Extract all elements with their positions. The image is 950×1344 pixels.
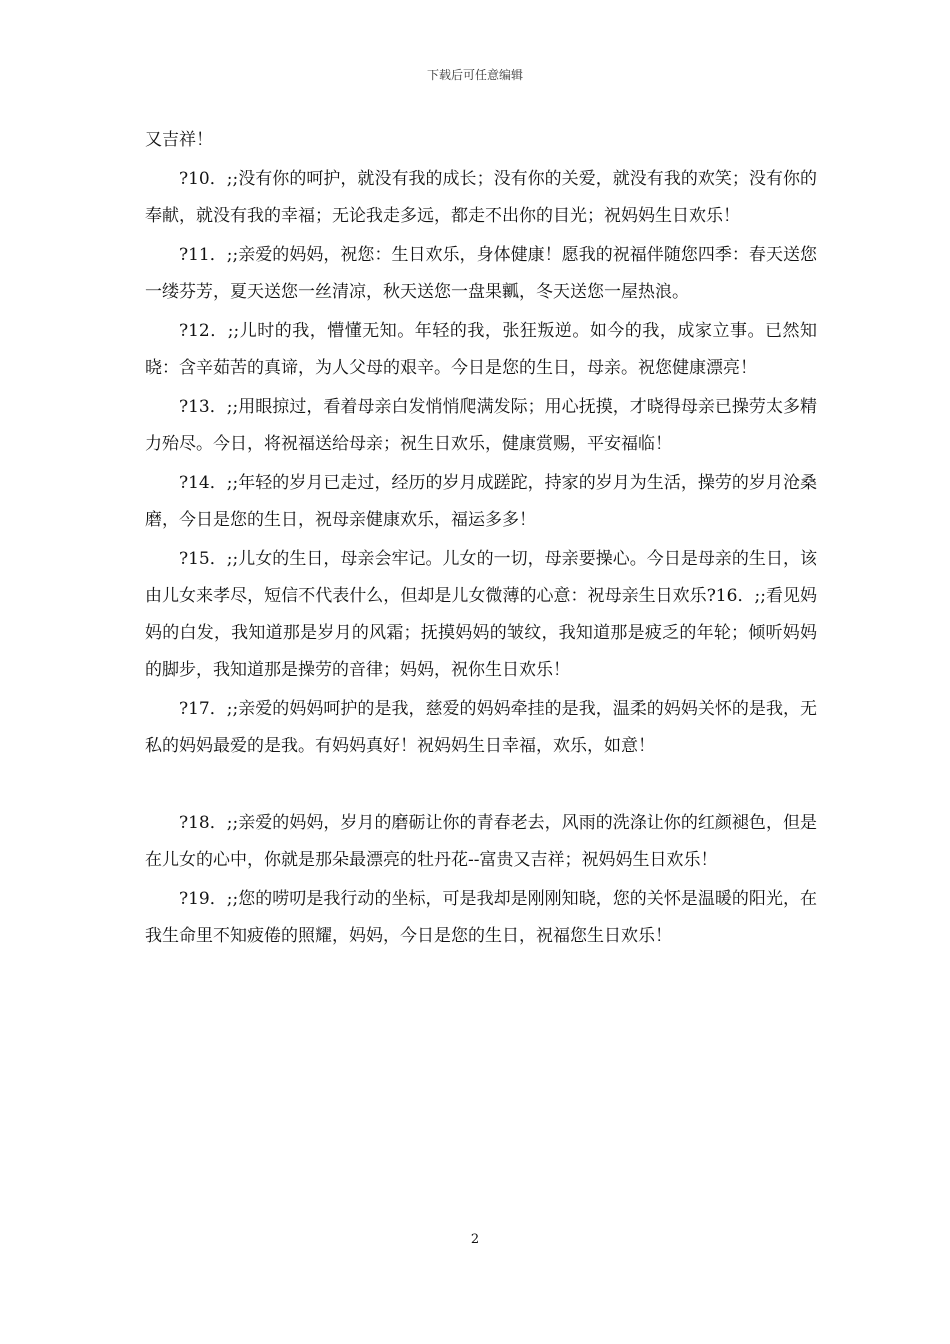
- paragraph: ?15．;;儿女的生日，母亲会牢记。儿女的一切，母亲要操心。今日是母亲的生日，该由儿女来孝尽，短信不代表什么，但却是儿女微薄的心意：祝母亲生日欢乐?16．;;看见妈妈的白发，我知道那是岁月的风霜；抚摸妈妈的皱纹，我知道那是疲乏的年轮；倾听妈妈的脚步，我知道那是操劳的音律；妈妈，祝你生日欢乐！: [145, 549, 817, 680]
- paragraph: ?10．;;没有你的呵护，就没有我的成长；没有你的关爱，就没有我的欢笑；没有你的奉献，就没有我的幸福；无论我走多远，都走不出你的目光；祝妈妈生日欢乐！: [145, 169, 817, 226]
- paragraph: ?19．;;您的唠叨是我行动的坐标，可是我却是刚刚知晓，您的关怀是温暖的阳光，在我生命里不知疲倦的照耀，妈妈，今日是您的生日，祝福您生日欢乐！: [145, 889, 817, 946]
- page-number: 2: [470, 1232, 480, 1247]
- paragraph: ?18．;;亲爱的妈妈，岁月的磨砺让你的青春老去，风雨的洗涤让你的红颜褪色，但是在儿女的心中，你就是那朵最漂亮的牡丹花--富贵又吉祥；祝妈妈生日欢乐！: [145, 813, 817, 870]
- paragraph: ?12．;;儿时的我，懵懂无知。年轻的我，张狂叛逆。如今的我，成家立事。已然知晓：含辛茹苦的真谛，为人父母的艰辛。今日是您的生日，母亲。祝您健康漂亮！: [145, 321, 817, 378]
- paragraph: ?14．;;年轻的岁月已走过，经历的岁月成蹉跎，持家的岁月为生活，操劳的岁月沧桑磨，今日是您的生日，祝母亲健康欢乐，福运多多！: [145, 473, 817, 530]
- paragraph: ?17．;;亲爱的妈妈呵护的是我，慈爱的妈妈牵挂的是我，温柔的妈妈关怀的是我，无私的妈妈最爱的是我。有妈妈真好！祝妈妈生日幸福，欢乐，如意！: [145, 699, 817, 756]
- page-header: 下载后可任意编辑: [426, 68, 523, 82]
- document-body: [145, 122, 817, 957]
- paragraph: ?13．;;用眼掠过，看着母亲白发悄悄爬满发际；用心抚摸，才晓得母亲已操劳太多精力殆尽。今日，将祝福送给母亲；祝生日欢乐，健康赏赐，平安福临！: [145, 397, 817, 454]
- paragraph: ?11．;;亲爱的妈妈，祝您：生日欢乐，身体健康！愿我的祝福伴随您四季：春天送您一缕芬芳，夏天送您一丝清凉，秋天送您一盘果瓤，冬天送您一屋热浪。: [145, 245, 817, 302]
- paragraph: 又吉祥！: [145, 130, 213, 150]
